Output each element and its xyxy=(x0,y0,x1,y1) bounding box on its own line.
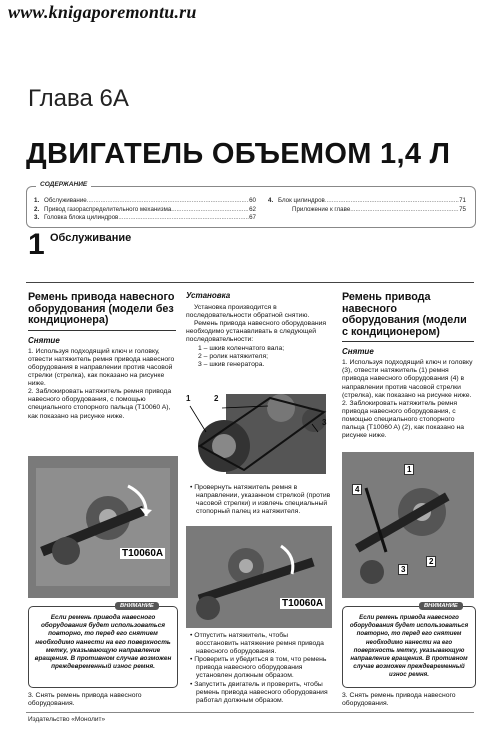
belt-diagram xyxy=(186,386,332,480)
bullet-icon: • xyxy=(190,484,195,491)
col2-intro: Установка производится в последовательности обратной снятию. xyxy=(186,304,310,320)
toc-item[interactable]: 2. Привод газораспределительного механизма ..... 62 xyxy=(34,206,256,215)
warning-text: Если ремень привода навесного оборудования будет использоваться повторно, то перед его снятием необходимо нанести на его поверхность метку, указывающую направление вращения. В противном случае возможен преждевременный износ ремня. xyxy=(349,614,469,679)
figure-belt-tensioner-2 xyxy=(186,526,332,628)
col2-heading: Установка xyxy=(186,291,231,300)
bullet-icon: • xyxy=(190,632,195,639)
callout-4: 4 xyxy=(352,484,362,495)
figure-belt-tensioner-1 xyxy=(28,456,178,598)
callout-3: 3 xyxy=(322,418,327,427)
bullet-icon: • xyxy=(190,680,195,688)
publisher: Издательство «Монолит» xyxy=(28,716,106,723)
column-2 xyxy=(186,292,332,369)
callout-2: 2 xyxy=(426,556,436,567)
col2-bullets: • Отпустить натяжитель, чтобы восстановить натяжение ремня привода навесного оборудования. • Проверить и убедиться в том, что ремень привода навесного оборудования установлен должным образом. • Запустить двигатель и проверить, чтобы ремень привода навесного оборудования работал должным образом. xyxy=(190,632,328,704)
warning-box xyxy=(28,603,178,688)
col1-step-2: 2. Заблокировать натяжитель ремня привода навесного оборудования, с помощью специального стопорного пальца (T10060 A), как показано на рисунке ниже. xyxy=(28,388,172,420)
bullet-icon: • xyxy=(190,656,195,664)
column-1 xyxy=(28,292,176,421)
engine-illustration xyxy=(28,456,178,598)
col1-step-3: 3. Снять ремень привода навесного оборудования. xyxy=(28,692,142,708)
toc-left xyxy=(34,197,256,223)
col3-step-2: 2. Заблокировать натяжитель ремня привода навесного оборудования, с помощью специального стопорного пальца (T10060 A) (2), как показано на рисунке ниже. xyxy=(342,399,465,440)
divider xyxy=(28,330,176,331)
tool-label: T10060A xyxy=(282,598,324,609)
warning-text: Если ремень привода навесного оборудования будет использоваться повторно, то перед его снятием необходимо нанести на его поверхность метку, указывающую направление вращения. В противном случае возможен преждевременный износ ремня. xyxy=(34,614,172,671)
col1-step-1: 1. Используя подходящий ключ и головку, отвести натяжитель ремня привода навесного оборудования в направлении против часовой стрелки (стрелка), как показано на рисунке ниже. xyxy=(28,347,175,388)
watermark: www.knigaporemontu.ru xyxy=(8,2,197,22)
page-title: ДВИГАТЕЛЬ ОБЪЕМОМ 1,4 Л xyxy=(26,138,451,170)
col3-heading: Ремень привода навесного оборудования (модели с кондиционером) xyxy=(342,291,467,338)
footer-rule xyxy=(26,712,474,713)
col2-bullet-1: • Провернуть натяжитель ремня в направлении, указанном стрелкой (против часовой стрелки) и извлечь специальный стопорный палец из натяжителя. xyxy=(190,484,331,516)
legend-item: 2 – ролик натяжителя; xyxy=(198,352,269,360)
engine-illustration xyxy=(186,526,332,628)
callout-2: 2 xyxy=(214,394,219,403)
col1-subheading: Снятие xyxy=(28,335,60,345)
section-title: Обслуживание xyxy=(50,232,132,244)
toc-item[interactable]: Приложение к главе ..... 75 xyxy=(268,206,466,215)
col3-subheading: Снятие xyxy=(342,347,374,357)
figure-belt-tensioner-3 xyxy=(342,452,474,598)
col3-step-1: 1. Используя подходящий ключ и головку (3), отвести натяжитель (1) ремня привода навесного оборудования (4) в направлении против часовой стрелки (стрелка), как показано на рисунке ниже. xyxy=(342,359,473,399)
toc-heading: СОДЕРЖАНИЕ xyxy=(36,181,91,188)
legend-item: 1 – шкив коленчатого вала; xyxy=(198,344,285,352)
toc-item[interactable]: 3. Головка блока цилиндров ..... 67 xyxy=(34,214,256,223)
toc-right xyxy=(268,197,466,214)
divider xyxy=(342,341,474,342)
column-3 xyxy=(342,292,474,440)
section-number: 1 xyxy=(28,228,45,261)
tool-label: T10060A xyxy=(122,548,164,559)
chapter-label: Глава 6А xyxy=(28,85,129,112)
callout-1: 1 xyxy=(404,464,414,475)
toc-item[interactable]: 1. Обслуживание ..... 60 xyxy=(34,197,256,206)
callout-3: 3 xyxy=(398,564,408,575)
warning-label: ВНИМАНИЕ xyxy=(419,602,463,610)
callout-1: 1 xyxy=(186,394,191,403)
figure-belt-routing xyxy=(186,386,332,480)
toc-item[interactable]: 4. Блок цилиндров ..... 71 xyxy=(268,197,466,206)
warning-box xyxy=(342,603,476,688)
col2-intro-2: Ремень привода навесного оборудования необходимо устанавливать в следующей последовательности: xyxy=(186,320,327,344)
col3-step-3: 3. Снять ремень привода навесного оборудования. xyxy=(342,692,456,708)
col1-heading: Ремень привода навесного оборудования (модели без кондиционера) xyxy=(28,291,175,326)
warning-label: ВНИМАНИЕ xyxy=(115,602,159,610)
legend-item: 3 – шкив генератора. xyxy=(198,360,265,368)
